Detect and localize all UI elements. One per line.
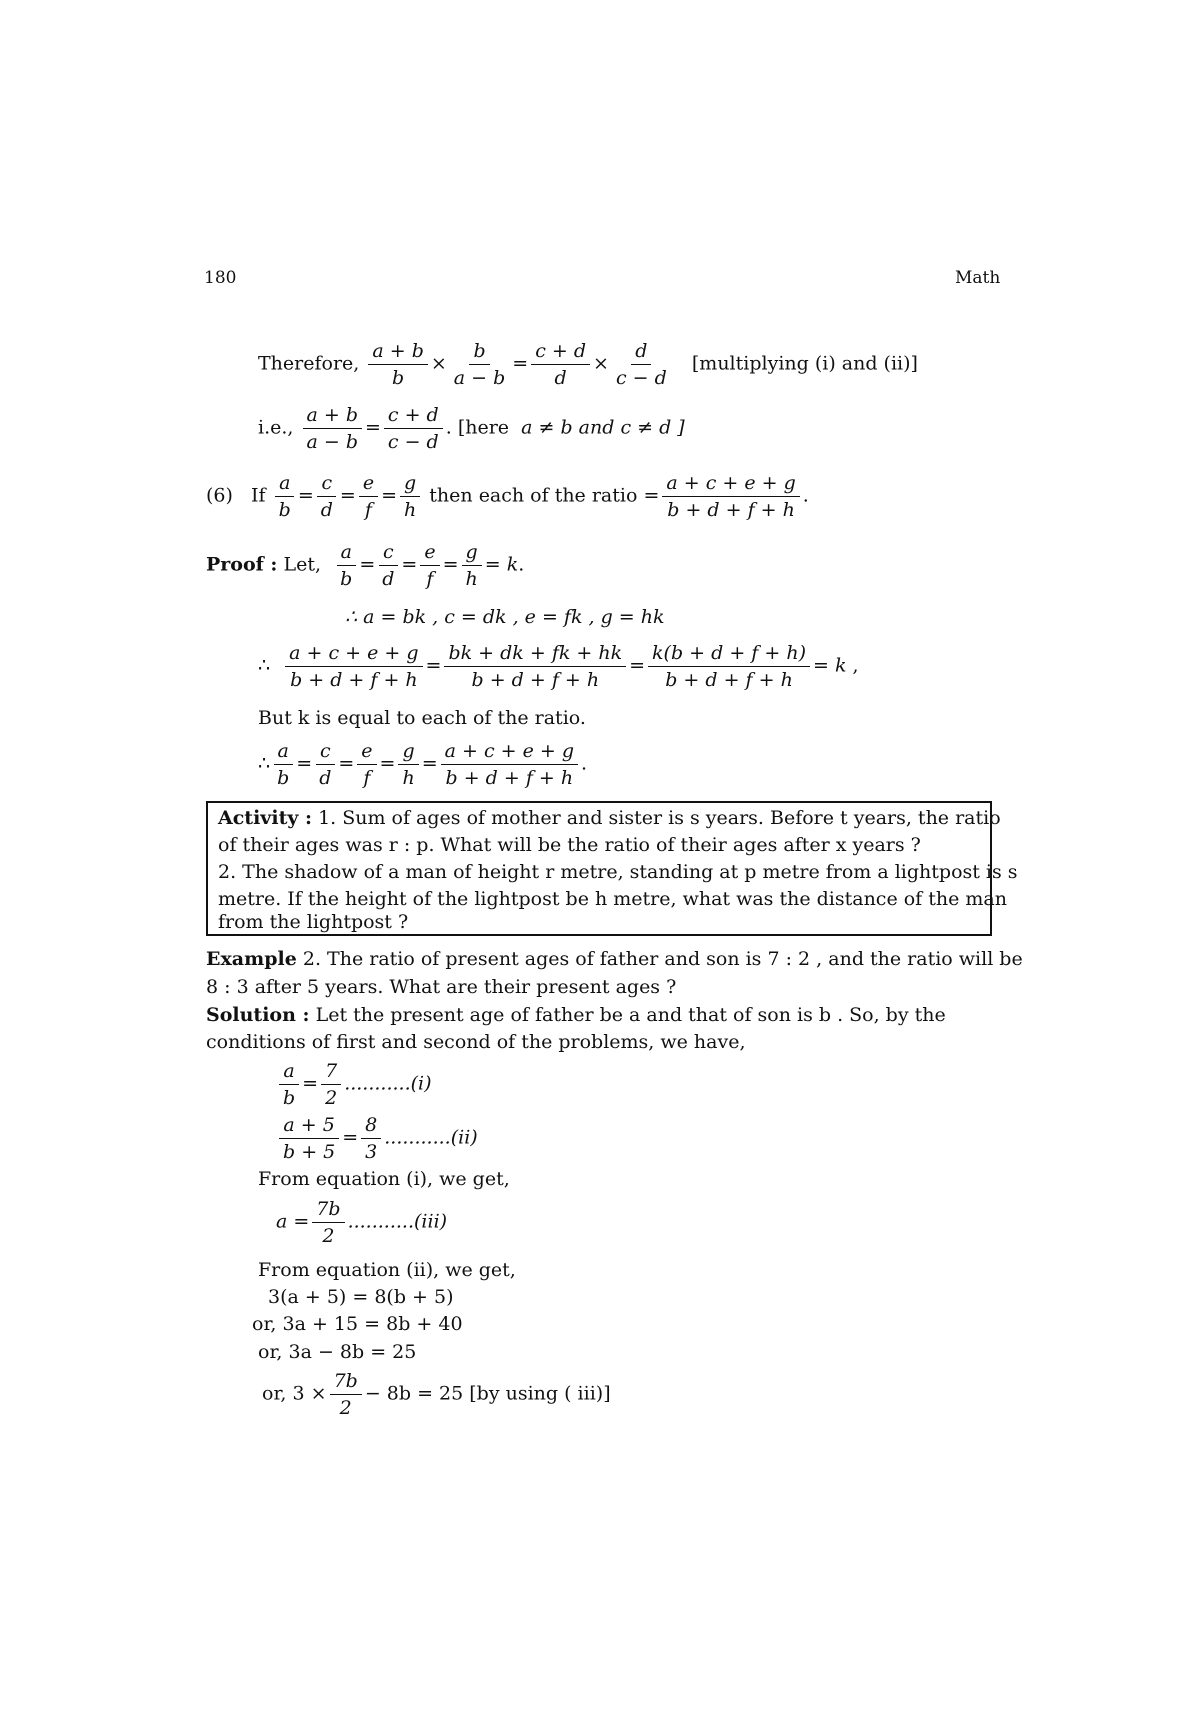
activity-box [206, 801, 1018, 936]
fraction: $\frac{c + d}{c - d}$ [384, 404, 443, 453]
example-text-1: 2. The ratio of present ages of father and son is 7 : 2 , and the ratio will be [302, 948, 1023, 970]
activity-line-3: 2. The shadow of a man of height r metre, standing at p metre from a lightpost is s [218, 861, 1018, 883]
step-4: or, 3 × $\frac{7b}{2}$ − 8b = 25 [by using ( iii)] [262, 1370, 611, 1419]
example-line-1 [206, 948, 1023, 970]
fraction: $\frac{a + b}{b}$ [368, 340, 428, 389]
step-4-pre: or, 3 × [262, 1382, 327, 1405]
therefore-equation: Therefore, $\frac{a + b}{b}$ × $\frac{b}{a - b}$ = $\frac{c + d}{d}$ × $\frac{d}{c - d}$ [multiplying (i) and (ii)] [258, 340, 918, 389]
solution-text-1: Let the present age of father be a and that of son is b . So, by the [315, 1004, 946, 1026]
equation-i: $\frac{a}{b}$ = $\frac{7}{2}$ ...........(i) [276, 1060, 432, 1109]
equation-iii-tag: ...........(iii) [347, 1210, 448, 1233]
therefore-note: [multiplying (i) and (ii)] [691, 352, 918, 375]
therefore-label: Therefore, [258, 352, 360, 375]
ie-condition: a ≠ b and c ≠ d ] [521, 416, 685, 439]
proof-substitution: ∴ a = bk , c = dk , e = fk , g = hk [345, 606, 665, 628]
item-6-text: then each of the ratio [429, 484, 638, 507]
proof-label: Proof : [206, 553, 278, 576]
but-k-line: But k is equal to each of the ratio. [258, 707, 586, 729]
activity-label: Activity : [218, 807, 313, 829]
activity-line-1 [218, 807, 1001, 829]
proof-derivation: ∴ $\frac{a + c + e + g}{b + d + f + h}$ = $\frac{bk + dk + fk + hk}{b + d + f + h}$ = $\frac{k(b + d + f + h)}{b + d + f + h}$ = k , [258, 642, 859, 691]
item-6-if: If [251, 484, 266, 507]
fraction: $\frac{d}{c - d}$ [615, 340, 667, 389]
item-6: (6) If $\frac{a}{b}$ = $\frac{c}{d}$ = $\frac{e}{f}$ = $\frac{g}{h}$ then each of the ratio = $\frac{a + c + e + g}{b + d + f + h}$ . [206, 472, 809, 521]
step-1: 3(a + 5) = 8(b + 5) [268, 1286, 454, 1308]
ie-label: i.e., [258, 416, 294, 439]
proof-line: Proof : Let, $\frac{a}{b}$ = $\frac{c}{d}$ = $\frac{e}{f}$ = $\frac{g}{h}$ = k. [206, 541, 525, 590]
fraction: $\frac{b}{a - b}$ [453, 340, 506, 389]
proof-let: Let, [283, 553, 322, 576]
ie-equation: i.e., $\frac{a + b}{a - b}$ = $\frac{c + d}{c - d}$ . [here a ≠ b and c ≠ d ] [258, 404, 685, 453]
example-label: Example [206, 948, 297, 970]
ie-note: [here [457, 416, 510, 439]
item-6-label: (6) [206, 484, 233, 507]
page-number: 180 [204, 268, 237, 288]
step-3: or, 3a − 8b = 25 [258, 1341, 417, 1363]
solution-label: Solution : [206, 1004, 310, 1026]
from-equation-ii: From equation (ii), we get, [258, 1259, 516, 1281]
from-equation-i: From equation (i), we get, [258, 1168, 510, 1190]
fraction: $\frac{a + b}{a - b}$ [303, 404, 363, 453]
equation-i-tag: ...........(i) [344, 1072, 432, 1095]
equation-iii: a = $\frac{7b}{2}$ ...........(iii) [276, 1198, 448, 1247]
step-2: or, 3a + 15 = 8b + 40 [252, 1313, 463, 1335]
equation-ii: $\frac{a + 5}{b + 5}$ = $\frac{8}{3}$ ...........(ii) [276, 1114, 478, 1163]
step-4-post: − 8b = 25 [by using ( iii)] [364, 1382, 611, 1405]
activity-line-5: from the lightpost ? [218, 911, 409, 933]
fraction: $\frac{c + d}{d}$ [531, 340, 590, 389]
activity-text-1: 1. Sum of ages of mother and sister is s years. Before t years, the ratio [318, 807, 1001, 829]
page-subject: Math [955, 268, 1001, 288]
fraction: $\frac{a + c + e + g}{b + d + f + h}$ [662, 472, 799, 521]
solution-line-1 [206, 1004, 946, 1026]
conclusion-equation: ∴ $\frac{a}{b}$ = $\frac{c}{d}$ = $\frac{e}{f}$ = $\frac{g}{h}$ = $\frac{a + c + e + g}{b + d + f + h}$ . [258, 740, 588, 789]
activity-line-4: metre. If the height of the lightpost be h metre, what was the distance of the man [218, 888, 1007, 910]
equation-ii-tag: ...........(ii) [384, 1126, 478, 1149]
activity-line-2: of their ages was r : p. What will be the ratio of their ages after x years ? [218, 834, 921, 856]
solution-line-2: conditions of first and second of the problems, we have, [206, 1031, 746, 1053]
example-line-2: 8 : 3 after 5 years. What are their present ages ? [206, 976, 677, 998]
